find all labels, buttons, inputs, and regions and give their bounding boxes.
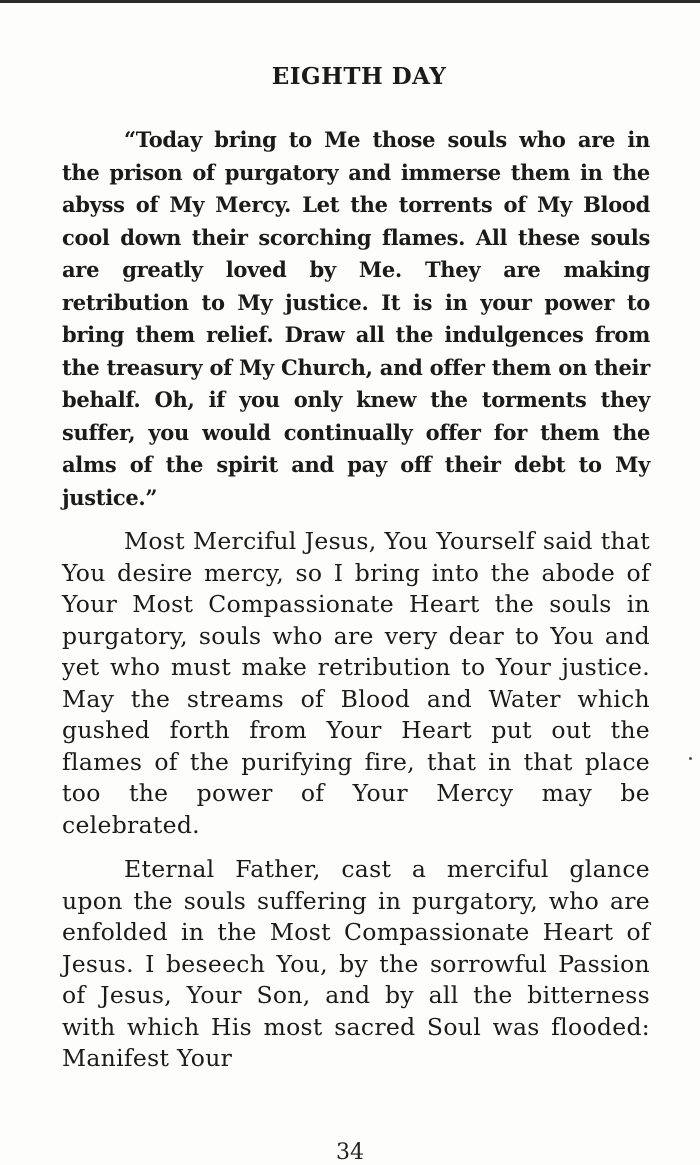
page-number: 34: [336, 1140, 364, 1165]
prayer-to-jesus-paragraph: Most Merciful Jesus, You Yourself said that You desire mercy, so I bring into the abode of Your Most Compassionate Heart the souls in purgatory, souls who are very dear to You and yet who must make retribution to Your justice. May the streams of Blood and Water which gushed forth from Your Heart put out the flames of the purifying fire, that in that place too the power of Your Mercy may be celebrated.: [62, 527, 650, 839]
quote-paragraph: “Today bring to Me those souls who are in the prison of purgatory and immerse them in the abyss of My Mercy. Let the torrents of My Blood cool down their scorching flames. All these souls are greatly loved by Me. They are making retribution to My justice. It is in your power to bring them relief. Draw all the indulgences from the treasury of My Church, and offer them on their behalf. Oh, if you only knew the torments they suffer, you would continually offer for them the alms of the spirit and pay off their debt to My justice.”: [62, 127, 650, 510]
page-title: EIGHTH DAY: [271, 63, 447, 90]
paper-speck: [689, 757, 692, 760]
book-page: [62, 58, 650, 1088]
prayer-to-father-paragraph: Eternal Father, cast a merciful glance upon the souls suffering in purgatory, who are enfolded in the Most Compassionate Heart of Jesus. I beseech You, by the sorrowful Passion of Jesus, Your Son, and by all the bitterness with which His most sacred Soul was flooded: Manifest Your: [62, 855, 650, 1072]
page-top-edge: [0, 0, 700, 3]
